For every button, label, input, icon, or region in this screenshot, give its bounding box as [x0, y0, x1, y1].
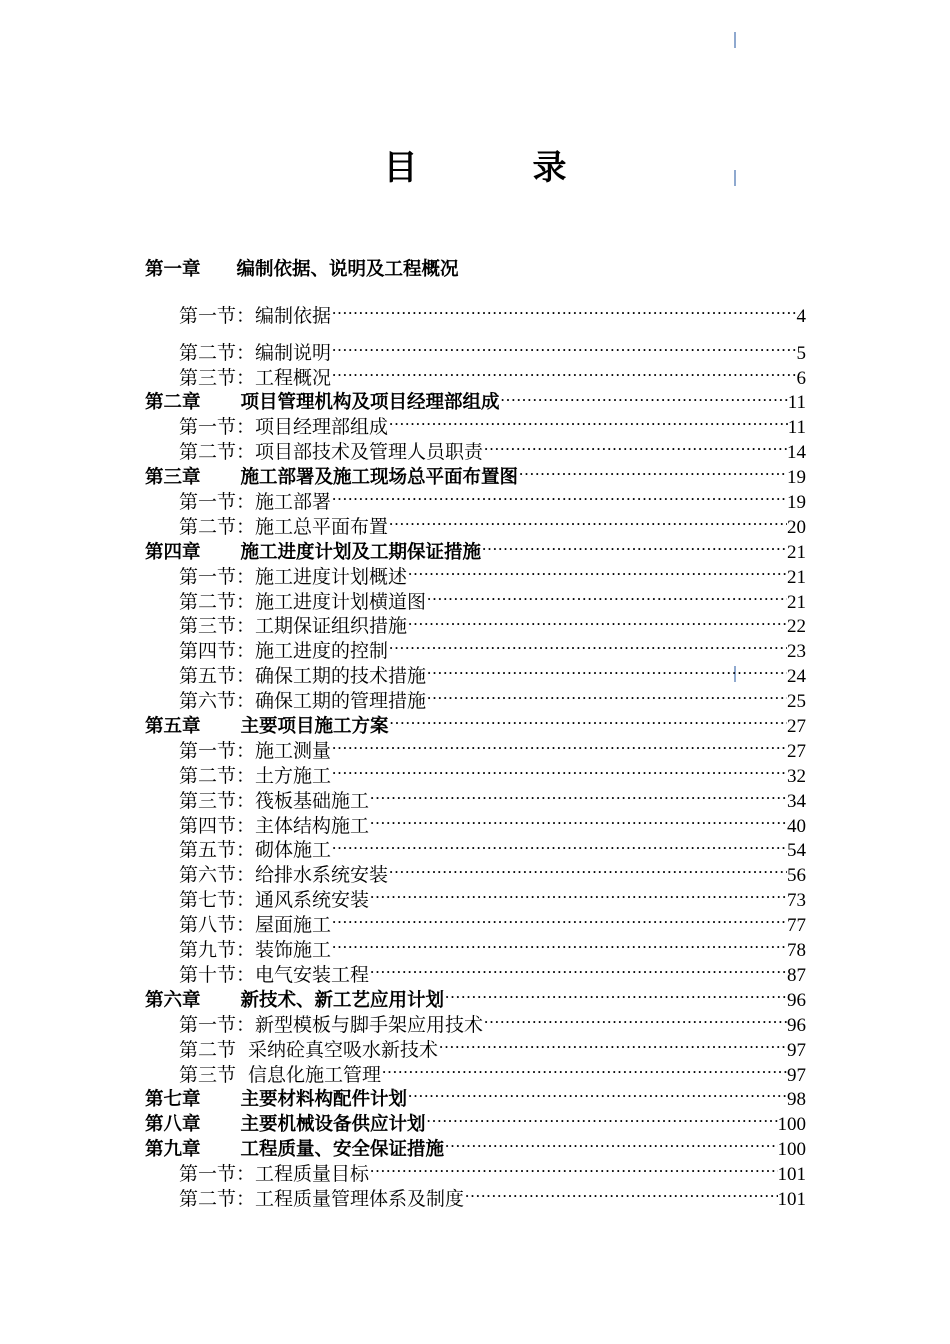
toc-page-number: 27: [787, 740, 806, 762]
toc-entry-number: 第九节：: [179, 939, 256, 962]
toc-entry-number: 第二节：: [179, 590, 256, 613]
toc-dot-leader: [331, 757, 787, 782]
toc-entry-title: 施工进度计划横道图: [255, 590, 427, 613]
toc-entry-title: 屋面施工: [255, 914, 332, 937]
toc-entry-number: 第二节: [179, 1038, 237, 1061]
toc-dot-leader: [369, 881, 787, 906]
toc-entry-number: 第三章: [145, 467, 201, 489]
toc-dot-leader: [388, 408, 788, 433]
toc-entry-title: 项目部技术及管理人员职责: [255, 441, 484, 464]
toc-entry-title: 土方施工: [255, 764, 332, 787]
toc-page-number: 25: [787, 691, 806, 713]
toc-entry-number: 第三节: [179, 1063, 237, 1086]
toc-page-number: 96: [787, 989, 806, 1011]
toc-entry-number: 第五节：: [179, 839, 256, 862]
toc-entry-number: 第七节：: [179, 889, 256, 912]
toc-page-number: 19: [787, 492, 806, 514]
toc-entry-title: 给排水系统安装: [255, 864, 389, 887]
toc-dot-leader: [388, 508, 787, 533]
toc-entry-title: 施工总平面布置: [255, 515, 389, 538]
toc-entry-number: 第七章: [145, 1089, 201, 1111]
toc-entry-title: 编制说明: [255, 341, 332, 364]
toc-page-number: 40: [787, 815, 806, 837]
toc-entry-number: 第三节：: [179, 366, 256, 389]
toc-dot-leader: [331, 931, 787, 956]
toc-entry-title: 项目管理机构及项目经理部组成: [240, 392, 500, 414]
toc-entry-title: 施工测量: [255, 739, 332, 762]
toc-dot-leader: [388, 856, 787, 881]
toc-entry-number: 第六节：: [179, 864, 256, 887]
toc-page-number: 4: [796, 305, 806, 327]
toc-entry-title: 工期保证组织措施: [255, 615, 408, 638]
toc-section-entry[interactable]: [145, 1056, 806, 1086]
toc-page-number: 56: [787, 865, 806, 887]
toc-chapter-entry[interactable]: [145, 258, 806, 283]
toc-entry-number: 第六章: [145, 989, 201, 1011]
toc-entry-title: 采纳砼真空吸水新技术: [248, 1038, 439, 1061]
toc-entry-number: 第二节：: [179, 341, 256, 364]
toc-dot-leader: [369, 956, 787, 981]
toc-chapter-entry[interactable]: [145, 1081, 806, 1111]
toc-page-number: 100: [777, 1114, 806, 1136]
toc-entry-number: 第四节：: [179, 640, 256, 663]
toc-entry-number: 第五节：: [179, 665, 256, 688]
toc-entry-title: 施工部署: [255, 491, 332, 514]
toc-dot-leader: [407, 608, 787, 633]
toc-entry-number: 第二节：: [179, 764, 256, 787]
toc-dot-leader: [369, 782, 787, 807]
toc-dot-leader: [426, 657, 787, 682]
toc-page-number: 101: [777, 1188, 806, 1210]
toc-section-entry[interactable]: [145, 334, 806, 364]
toc-entry-title: 施工进度的控制: [255, 640, 389, 663]
toc-page-number: 87: [787, 964, 806, 986]
toc-entry-number: 第四节：: [179, 814, 256, 837]
toc-entry-number: 第四章: [145, 541, 201, 563]
title-char: 目: [383, 148, 418, 188]
toc-page-number: 101: [777, 1164, 806, 1186]
toc-entry-title: 编制依据: [255, 304, 332, 327]
toc-dot-leader: [369, 807, 787, 832]
toc-entry-title: 施工部署及施工现场总平面布置图: [240, 467, 519, 489]
toc-entry-title: 编制依据、说明及工程概况: [236, 259, 459, 280]
toc-dot-leader: [381, 1056, 787, 1081]
toc-dot-leader: [331, 334, 796, 359]
toc-page-number: 23: [787, 641, 806, 663]
toc-entry-title: 施工进度计划概述: [255, 565, 408, 588]
toc-entry-number: 第二节：: [179, 441, 256, 464]
toc-entry-number: 第三节：: [179, 615, 256, 638]
toc-dot-leader: [483, 433, 787, 458]
toc-page-number: 98: [787, 1089, 806, 1111]
toc-entry-number: 第六节：: [179, 690, 256, 713]
toc-entry-number: 第十节：: [179, 963, 256, 986]
toc-entry-number: 第一节：: [179, 739, 256, 762]
toc-page-number: 96: [787, 1014, 806, 1036]
toc-dot-leader: [388, 632, 787, 657]
toc-entry-title: 信息化施工管理: [248, 1063, 382, 1086]
table-of-contents: [145, 258, 806, 1210]
toc-dot-leader: [444, 1130, 777, 1155]
toc-entry-number: 第二章: [145, 392, 201, 414]
toc-dot-leader: [483, 1006, 787, 1031]
toc-entry-number: 第一节：: [179, 491, 256, 514]
toc-page-number: 32: [787, 765, 806, 787]
toc-dot-leader: [407, 558, 787, 583]
toc-dot-leader: [331, 832, 787, 857]
toc-page-number: 54: [787, 840, 806, 862]
toc-entry-title: 新型模板与脚手架应用技术: [255, 1013, 484, 1036]
toc-dot-leader: [518, 458, 787, 483]
toc-entry-title: 通风系统安装: [255, 889, 370, 912]
toc-dot-leader: [331, 906, 787, 931]
toc-entry-number: 第五章: [145, 716, 201, 738]
toc-entry-title: 施工进度计划及工期保证措施: [240, 541, 482, 563]
toc-dot-leader: [426, 583, 787, 608]
toc-page-number: 20: [787, 516, 806, 538]
toc-dot-leader: [331, 359, 796, 384]
toc-page-number: 24: [787, 666, 806, 688]
toc-entry-number: 第二节：: [179, 515, 256, 538]
toc-page-number: 5: [796, 342, 806, 364]
toc-entry-title: 电气安装工程: [255, 963, 370, 986]
title-char: 录: [532, 148, 567, 188]
toc-entry-number: 第九章: [145, 1139, 201, 1161]
toc-entry-title: 工程质量、安全保证措施: [240, 1139, 445, 1161]
toc-page-number: 27: [787, 716, 806, 738]
toc-dot-leader: [500, 384, 788, 409]
toc-entry-title: 主要材料构配件计划: [240, 1089, 408, 1111]
toc-dot-leader: [369, 1155, 777, 1180]
toc-entry-number: 第一节：: [179, 1163, 256, 1186]
toc-page-number: 97: [787, 1039, 806, 1061]
toc-page-number: 14: [787, 442, 806, 464]
toc-entry-title: 工程概况: [255, 366, 332, 389]
toc-entry-number: 第一节：: [179, 1013, 256, 1036]
toc-entry-title: 工程质量管理体系及制度: [255, 1187, 465, 1210]
toc-entry-title: 砌体施工: [255, 839, 332, 862]
toc-entry-title: 项目经理部组成: [255, 416, 389, 439]
toc-page-number: 77: [787, 915, 806, 937]
toc-entry-title: 筏板基础施工: [255, 789, 370, 812]
toc-entry-title: 工程质量目标: [255, 1163, 370, 1186]
editor-marker: [734, 32, 736, 48]
toc-entry-title: 主体结构施工: [255, 814, 370, 837]
toc-page-number: 21: [787, 541, 806, 563]
toc-entry-number: 第八章: [145, 1114, 201, 1136]
toc-dot-leader: [407, 1081, 787, 1106]
toc-dot-leader: [389, 707, 787, 732]
toc-entry-number: 第一章: [145, 259, 201, 280]
toc-entry-title: 确保工期的技术措施: [255, 665, 427, 688]
toc-page-number: 22: [787, 616, 806, 638]
toc-dot-leader: [481, 533, 787, 558]
toc-dot-leader: [426, 1105, 778, 1130]
toc-dot-leader: [438, 1031, 787, 1056]
toc-page-number: 21: [787, 566, 806, 588]
toc-entry-number: 第八节：: [179, 914, 256, 937]
toc-dot-leader: [426, 682, 787, 707]
toc-page-number: 78: [787, 940, 806, 962]
toc-page-number: 6: [796, 367, 806, 389]
toc-page-number: 73: [787, 890, 806, 912]
toc-entry-number: 第一节：: [179, 304, 256, 327]
toc-page-number: 97: [787, 1064, 806, 1086]
toc-page-number: 34: [787, 790, 806, 812]
page-title: [0, 140, 950, 189]
toc-entry-number: 第三节：: [179, 789, 256, 812]
toc-page-number: 19: [787, 467, 806, 489]
toc-page-number: 11: [787, 417, 806, 439]
toc-entry-title: 装饰施工: [255, 939, 332, 962]
toc-page-number: 100: [777, 1139, 806, 1161]
toc-dot-leader: [331, 732, 787, 757]
toc-dot-leader: [331, 297, 796, 322]
toc-page-number: 11: [787, 392, 806, 414]
toc-entry-title: 主要项目施工方案: [240, 716, 389, 738]
toc-entry-title: 主要机械设备供应计划: [240, 1114, 426, 1136]
toc-dot-leader: [331, 483, 787, 508]
toc-entry-number: 第一节：: [179, 565, 256, 588]
toc-entry-number: 第一节：: [179, 416, 256, 439]
toc-entry-number: 第二节：: [179, 1187, 256, 1210]
toc-dot-leader: [464, 1180, 777, 1205]
toc-entry-title: 确保工期的管理措施: [255, 690, 427, 713]
toc-section-entry[interactable]: [145, 297, 806, 327]
toc-dot-leader: [444, 981, 787, 1006]
toc-page-number: 21: [787, 591, 806, 613]
toc-entry-title: 新技术、新工艺应用计划: [240, 989, 445, 1011]
